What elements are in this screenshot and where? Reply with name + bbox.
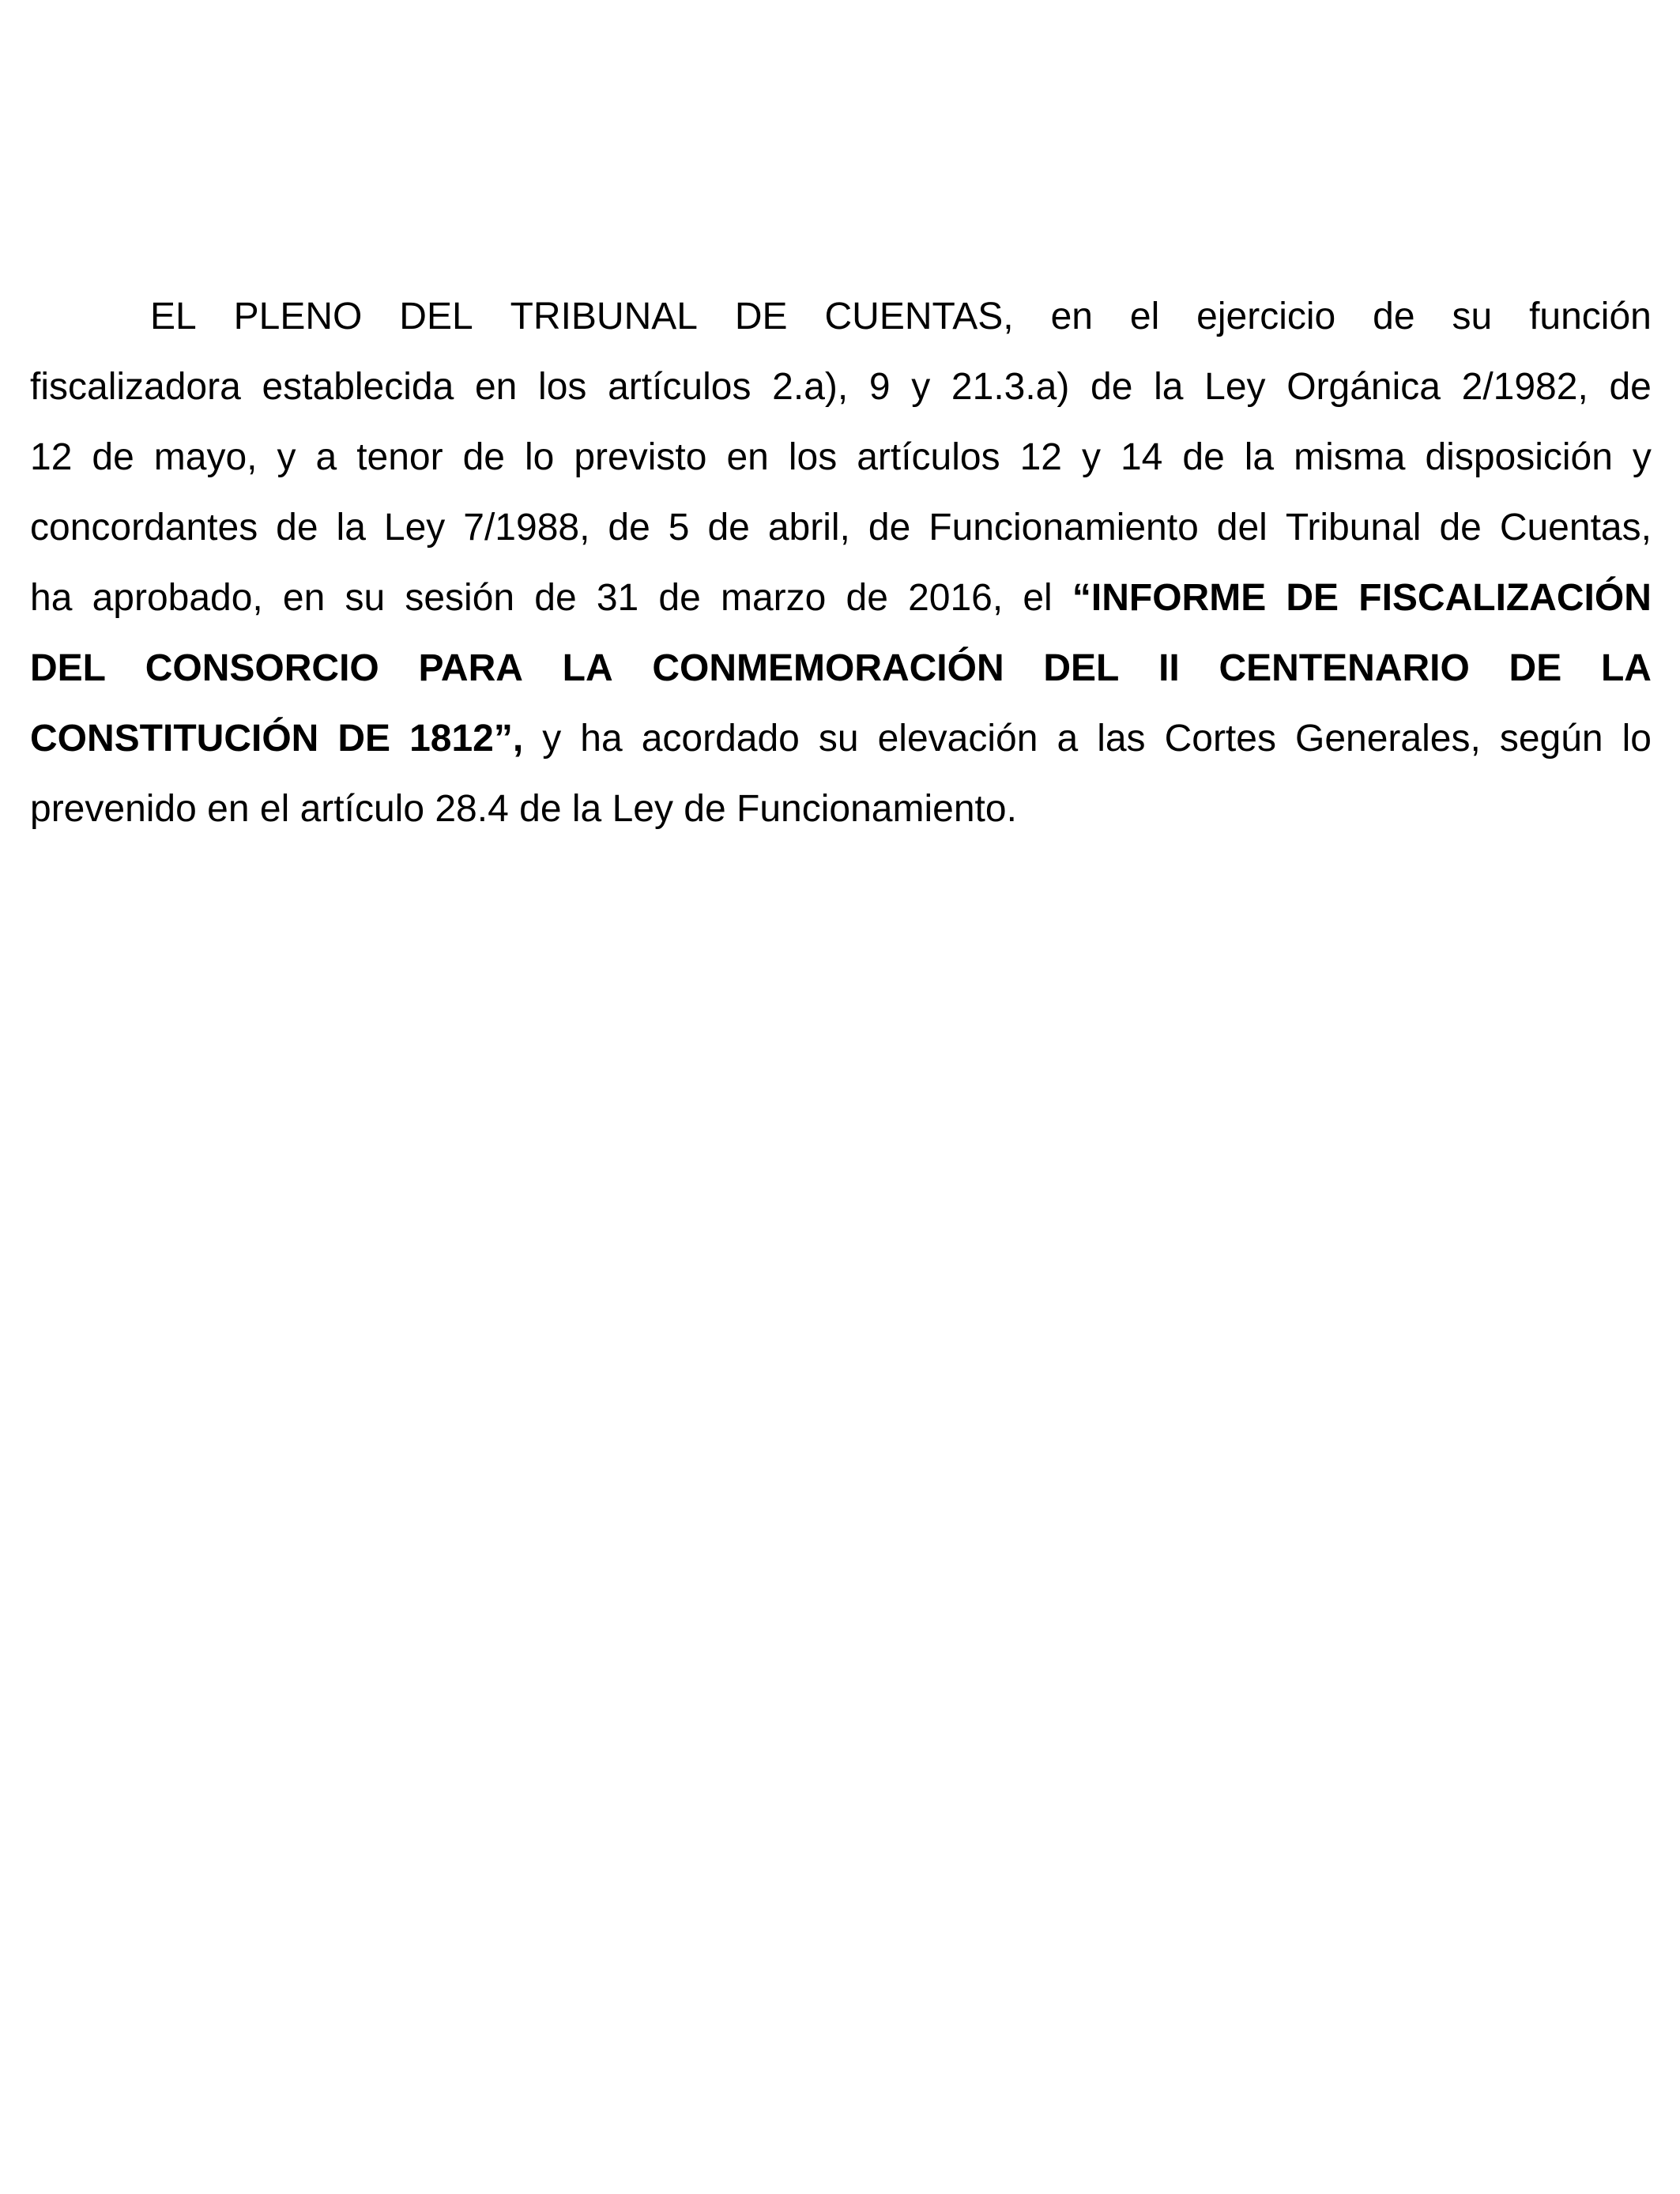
word: del: [1216, 507, 1268, 548]
word: 7/1988,: [463, 507, 590, 548]
word: la: [336, 507, 366, 548]
word: tenor: [356, 436, 443, 478]
word: de: [608, 507, 650, 548]
word: 2.a),: [772, 366, 849, 408]
word: Cuentas,: [1499, 507, 1652, 548]
paragraph-line: [30, 352, 1652, 422]
report-title-word: FISCALIZACIÓN: [1358, 577, 1652, 619]
word: misma: [1294, 436, 1406, 478]
word: en: [474, 366, 518, 408]
word: artículo: [299, 788, 425, 830]
word: de: [658, 577, 701, 619]
word: función: [1529, 296, 1652, 337]
word: el: [259, 788, 290, 830]
word: 12: [30, 436, 73, 478]
word: los: [538, 366, 587, 408]
report-title-word: LA: [1600, 647, 1652, 689]
word: las: [1097, 718, 1146, 760]
word: 14: [1120, 436, 1163, 478]
word: establecida: [262, 366, 454, 408]
word: lo: [525, 436, 555, 478]
word: 2/1982,: [1461, 366, 1588, 408]
word: Cortes: [1164, 718, 1276, 760]
word: concordantes: [30, 507, 258, 548]
word: el: [1023, 577, 1053, 619]
word: la: [1244, 436, 1275, 478]
word: acordado: [641, 718, 800, 760]
word: de: [276, 507, 318, 548]
word: 12: [1019, 436, 1062, 478]
word: de: [1609, 366, 1652, 408]
word: los: [788, 436, 838, 478]
word: fiscalizadora: [30, 366, 241, 408]
word: 2016,: [908, 577, 1004, 619]
paragraph-line: [30, 774, 1652, 844]
word: en: [282, 577, 326, 619]
word: 31: [596, 577, 639, 619]
word: Ley: [1204, 366, 1266, 408]
word: 9: [868, 366, 891, 408]
word: de: [1373, 296, 1415, 337]
word: ha: [30, 577, 73, 619]
word: artículos: [608, 366, 751, 408]
word: Orgánica: [1286, 366, 1441, 408]
report-title-word: LA: [562, 647, 613, 689]
word: de: [1439, 507, 1482, 548]
word: Funcionamiento.: [736, 788, 1017, 830]
word: prevenido: [30, 788, 197, 830]
word: de: [846, 577, 888, 619]
word: de: [1090, 366, 1133, 408]
word: lo: [1622, 718, 1652, 760]
word: la: [571, 788, 602, 830]
word: a: [315, 436, 337, 478]
word: el: [1129, 296, 1160, 337]
word: 5: [668, 507, 690, 548]
paragraph-line: [30, 492, 1652, 563]
word: ejercicio: [1196, 296, 1336, 337]
word: ha: [580, 718, 623, 760]
report-title-word: DE: [1509, 647, 1562, 689]
word: en: [726, 436, 769, 478]
word: de: [462, 436, 505, 478]
report-title-word: DE: [337, 718, 391, 760]
word: su: [1452, 296, 1493, 337]
word: de: [1182, 436, 1225, 478]
word: su: [345, 577, 386, 619]
word: aprobado,: [92, 577, 263, 619]
word: mayo,: [153, 436, 258, 478]
body-paragraph: [30, 281, 1652, 844]
report-title-word: DE: [1286, 577, 1339, 619]
report-title-word: PARA: [418, 647, 523, 689]
report-title-word: CONMEMORACIÓN: [652, 647, 1004, 689]
word: disposición: [1425, 436, 1613, 478]
word: abril,: [767, 507, 850, 548]
report-title-word: DEL: [1043, 647, 1120, 689]
word: Funcionamiento: [929, 507, 1199, 548]
word: DEL: [399, 296, 473, 337]
paragraph-line: [30, 703, 1652, 774]
word: según: [1499, 718, 1603, 760]
word: Tribunal: [1285, 507, 1422, 548]
word: DE: [734, 296, 788, 337]
word: sesión: [405, 577, 515, 619]
word: la: [1154, 366, 1184, 408]
word: Ley: [612, 788, 673, 830]
word: de: [534, 577, 577, 619]
word: de: [684, 788, 726, 830]
report-title-word: DEL: [30, 647, 106, 689]
word: 21.3.a): [951, 366, 1070, 408]
word: 28.4: [435, 788, 509, 830]
word: y: [277, 436, 296, 478]
word: su: [818, 718, 859, 760]
paragraph-line: [30, 563, 1652, 633]
report-title-word: 1812”,: [409, 718, 524, 760]
word: TRIBUNAL: [510, 296, 698, 337]
word: Ley: [383, 507, 446, 548]
word: en: [1050, 296, 1093, 337]
word: en: [207, 788, 250, 830]
word: de: [868, 507, 911, 548]
word: y: [911, 366, 931, 408]
word: y: [1081, 436, 1101, 478]
word: previsto: [574, 436, 707, 478]
paragraph-line: [30, 281, 1652, 352]
word: y: [1632, 436, 1652, 478]
word: de: [519, 788, 562, 830]
paragraph-line: [30, 422, 1652, 492]
word: CUENTAS,: [824, 296, 1014, 337]
word: y: [542, 718, 562, 760]
report-title-word: CONSTITUCIÓN: [30, 718, 319, 760]
word: marzo: [720, 577, 827, 619]
report-title-word: CENTENARIO: [1219, 647, 1470, 689]
paragraph-line: [30, 633, 1652, 703]
word: PLENO: [233, 296, 363, 337]
report-title-word: II: [1158, 647, 1180, 689]
word: a: [1057, 718, 1079, 760]
word: de: [92, 436, 134, 478]
word: EL: [150, 296, 197, 337]
report-title-word: “INFORME: [1072, 577, 1267, 619]
word: de: [707, 507, 750, 548]
word: elevación: [877, 718, 1038, 760]
word: Generales,: [1294, 718, 1481, 760]
report-title-word: CONSORCIO: [145, 647, 379, 689]
word: artículos: [857, 436, 1000, 478]
